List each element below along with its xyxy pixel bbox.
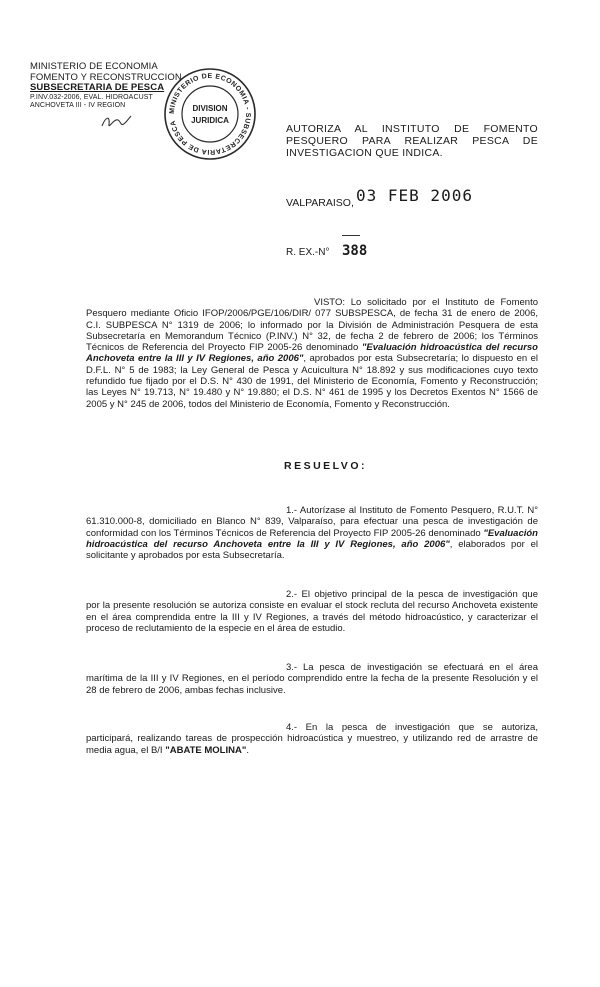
p1-text-b: , elaborados por el solicitante y aprobados por esta Subsecretaría. (86, 538, 538, 562)
resolution-number: 388 (342, 243, 368, 259)
p4-text-b: . (246, 744, 249, 756)
seal-center-line1: DIVISION (192, 104, 228, 113)
letterhead-subsecretaria: SUBSECRETARIA DE PESCA (30, 82, 165, 93)
resolution-paragraph-4 (86, 722, 538, 756)
initials-signature (100, 112, 134, 132)
resolution-paragraph-3: 3.- La pesca de investigación se efectuará en el área marítima de la III y IV Regiones, en el período comprendido entre la fecha de la presente Resolución y el 28 de febrero de 2006, ambas fechas inclusive. (86, 662, 538, 696)
letterhead-region: ANCHOVETA III - IV REGION (30, 102, 126, 109)
date-stamp: 03 FEB 2006 (356, 186, 473, 205)
letterhead (30, 62, 182, 111)
visto-text-a: VISTO: Lo solicitado por el Instituto de Fomento Pesquero mediante Oficio IFOP/2006/PGE/106/DIR/ 077 SUBSPESCA, de fecha 31 de enero de 2006, C.I. SUBPESCA N° 1319 de 2006; lo informado por la División de Administración Pesquera de esta Subsecretaría en Memorandum Técnico (P.INV.) N° 32, de fecha 2 de febrero de 2006; los Términos Técnicos de Referencia del Proyecto FIP 2005-26 denominado (86, 297, 538, 354)
visto-text-b: , aprobados por esta Subsecretaría; lo dispuesto en el D.F.L. N° 5 de 1983; la Ley General de Pesca y Acuicultura N° 18.892 y sus modificaciones cuyo texto refundido fue fijado por el D.S. N° 430 de 1991, del Ministerio de Economía, Fomento y Reconstrucción; las Leyes N° 19.713, N° 19.480 y N° 19.880; el D.S. N° 461 de 1995 y los Decretos Exentos N° 1566 de 2005 y N° 245 de 2006, todos del Ministerio de Economía, Fomento y Reconstrucción. (86, 353, 538, 410)
letterhead-ministry-2: FOMENTO Y RECONSTRUCCION (30, 71, 182, 83)
p4-text-a: 4.- En la pesca de investigación que se autoriza, participará, realizando tareas de prospección hidroacústica y muestreo, y utilizando red de arrastre de media agua, el B/I (86, 722, 538, 756)
p1-text-a: 1.- Autorízase al Instituto de Fomento Pesquero, R.U.T. N° 61.310.000-8, domiciliado en Blanco N° 839, Valparaíso, para efectuar una pesca de investigación de conformidad con los Términos Técnicos de Referencia del Proyecto FIP 2005-26 denominado (86, 505, 538, 539)
resolution-paragraph-2: 2.- El objetivo principal de la pesca de investigación que por la presente resolución se autoriza consiste en evaluar el stock recluta del recurso Anchoveta existente en el área comprendida entre la III y IV Regiones, a través del método hidroacústico, y caracterizar el proceso de reclutamiento de la especie en el área de estudio. (86, 589, 538, 634)
place: VALPARAISO, (286, 197, 354, 209)
visto-paragraph (86, 297, 538, 410)
resolution-number-mark (342, 235, 360, 236)
seal-ring-text: MINISTERIO DE ECONOMIA - SUBSECRETARIA DE PESCA (168, 72, 252, 156)
p4-vessel-name: "ABATE MOLINA" (165, 744, 247, 756)
p1-project-title: "Evaluación hidroacústica del recurso Anchoveta entre la III y IV Regiones, año 2006" (86, 527, 538, 550)
resolution-paragraph-1 (86, 505, 538, 561)
letterhead-reference: P.INV.032-2006, EVAL. HIDROACUST (30, 93, 153, 101)
resuelvo-heading: RESUELVO: (284, 460, 367, 472)
letterhead-ministry: MINISTERIO DE ECONOMIA (30, 61, 158, 72)
seal-center-line2: JURIDICA (191, 116, 229, 125)
visto-project-title: "Evaluación hidroacústica del recurso Anchoveta entre la III y IV Regiones, año 2006" (86, 342, 538, 365)
division-juridica-seal (162, 66, 258, 162)
resolution-subject: AUTORIZA AL INSTITUTO DE FOMENTO PESQUERO PARA REALIZAR PESCA DE INVESTIGACION QUE INDICA. (286, 123, 538, 159)
resolution-label: R. EX.-N° (286, 247, 330, 258)
